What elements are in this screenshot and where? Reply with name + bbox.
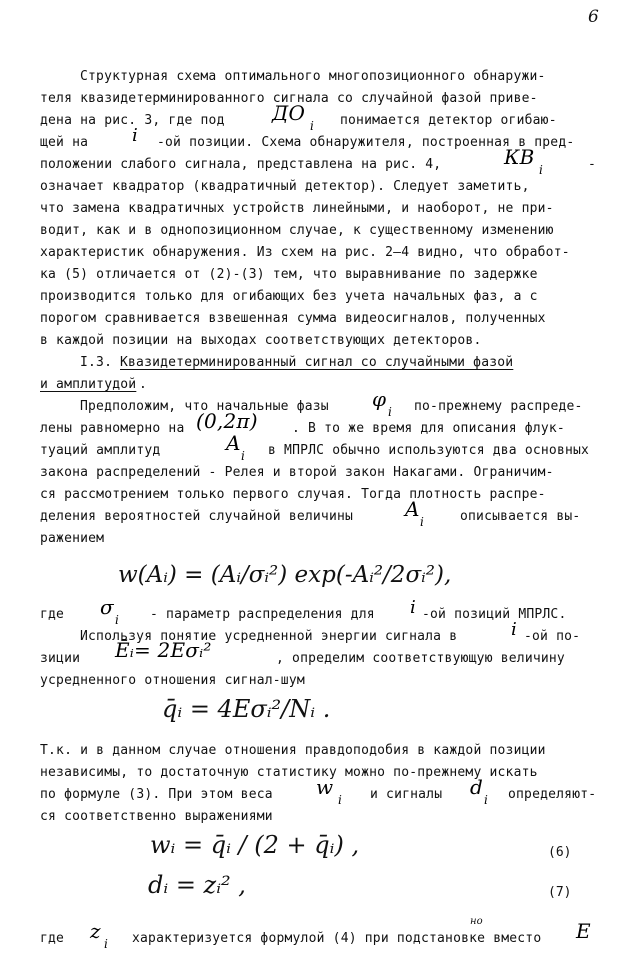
text-line: Структурная схема оптимального многопозиционного обнаружи- — [80, 69, 546, 84]
handwritten-symbol: φ — [372, 387, 387, 411]
handwritten-symbol: A — [226, 431, 241, 455]
text-line: по-прежнему распреде- — [414, 399, 583, 414]
text-line: в каждой позиции на выходах соответствующих детекторов. — [40, 333, 482, 348]
handwritten-symbol: z — [90, 919, 101, 943]
page-number: 6 — [588, 7, 599, 27]
handwritten-subscript: i — [115, 613, 120, 627]
text-line: зиции — [40, 651, 81, 666]
text-line: Предположим, что начальные фазы — [80, 399, 329, 414]
text-line: определяют- — [508, 787, 597, 802]
text-line: туаций амплитуд — [40, 443, 161, 458]
equation-rayleigh: w(Aᵢ) = (Aᵢ/σᵢ²) exp(-Aᵢ²/2σᵢ²), — [118, 562, 452, 588]
text-line: и сигналы — [370, 787, 443, 802]
text-line: . В то же время для описания флук- — [292, 421, 565, 436]
text-line: Используя понятие усредненной энергии сигнала в — [80, 629, 458, 644]
text-line: в МПРЛС обычно используются два основных — [268, 443, 590, 458]
handwritten-symbol: КВ — [504, 145, 535, 169]
text-line: усредненного отношения сигнал-шум — [40, 673, 305, 688]
handwritten-subscript: i — [310, 119, 315, 133]
handwritten-symbol: ДО — [272, 101, 306, 125]
text-line: понимается детектор огибаю- — [340, 113, 557, 128]
text-line: характеристик обнаружения. Из схем на рис. 2–4 видно, что обработ- — [40, 245, 570, 260]
section-title-cont: и амплитудой — [40, 377, 137, 392]
text-line: -ой по- — [524, 629, 581, 644]
text-line: дена на рис. 3, где под — [40, 113, 225, 128]
text-line: порогом сравнивается взвешенная сумма видеосигналов, полученных — [40, 311, 546, 326]
text-line: ка (5) отличается от (2)-(3) тем, что выравнивание по задержке — [40, 267, 538, 282]
text-line: лены равномерно на — [40, 421, 185, 436]
handwritten-symbol: i — [511, 619, 517, 640]
handwritten-formula: (0,2π) — [196, 409, 258, 433]
text-line: ся рассмотрением только первого случая. Тогда плотность распре- — [40, 487, 546, 502]
equation-snr: q̄ᵢ = 4Eσᵢ²/Nᵢ . — [162, 695, 331, 723]
handwritten-symbol: i — [410, 597, 416, 618]
text-line: означает квадратор (квадратичный детектор). Следует заметить, — [40, 179, 530, 194]
handwritten-subscript: i — [388, 405, 393, 419]
equation-number: (6) — [548, 845, 572, 860]
handwritten-subscript: i — [338, 793, 343, 807]
text-line: щей на — [40, 135, 89, 150]
text-line: . — [139, 377, 148, 392]
text-line: деления вероятностей случайной величины — [40, 509, 354, 524]
text-line: - параметр распределения для — [150, 607, 375, 622]
handwritten-insertion: но — [470, 916, 483, 927]
text-line: -ой позиций МПРЛС. — [422, 607, 567, 622]
handwritten-subscript: i — [104, 937, 109, 951]
text-line: где — [40, 607, 65, 622]
text-line: , определим соответствующую величину — [276, 651, 565, 666]
handwritten-symbol: E — [576, 919, 591, 943]
text-line: производится только для огибающих без учета начальных фаз, а с — [40, 289, 538, 304]
handwritten-symbol: w — [316, 775, 334, 799]
equation-signals: dᵢ = zᵢ² , — [148, 871, 246, 899]
text-line: - — [588, 157, 597, 172]
text-line: водит, как и в однопозиционном случае, к существенному изменению — [40, 223, 554, 238]
section-title: Квазидетерминированный сигнал со случайными фазой — [120, 355, 514, 370]
text-line: закона распределений - Релея и второй закон Накагами. Ограничим- — [40, 465, 554, 480]
text-line: положении слабого сигнала, представлена на рис. 4, — [40, 157, 442, 172]
text-line: независимы, то достаточную статистику можно по-прежнему искать — [40, 765, 538, 780]
handwritten-subscript: i — [539, 163, 544, 177]
equation-number: (7) — [548, 885, 572, 900]
handwritten-symbol: A — [405, 497, 420, 521]
text-line: по формуле (3). При этом веса — [40, 787, 273, 802]
handwritten-symbol: i — [132, 125, 138, 146]
handwritten-symbol: d — [470, 775, 484, 799]
handwritten-subscript: i — [241, 449, 246, 463]
text-line: характеризуется формулой (4) при подстановке вместо — [132, 931, 542, 946]
equation-weights: wᵢ = q̄ᵢ / (2 + q̄ᵢ) , — [150, 831, 360, 859]
handwritten-formula: Ēᵢ= 2Eσᵢ² — [115, 638, 212, 662]
text-line: -ой позиции. Схема обнаружителя, построенная в пред- — [157, 135, 575, 150]
text-line: ражением — [40, 531, 105, 546]
text-line: что замена квадратичных устройств линейными, и наоборот, не при- — [40, 201, 554, 216]
text-line: Т.к. и в данном случае отношения правдоподобия в каждой позиции — [40, 743, 546, 758]
handwritten-subscript: i — [420, 515, 425, 529]
text-line: теля квазидетерминированного сигнала со случайной фазой приве- — [40, 91, 538, 106]
text-line: описывается вы- — [460, 509, 581, 524]
section-number: I.3. — [80, 355, 113, 370]
text-line: где — [40, 931, 65, 946]
handwritten-symbol: σ — [100, 595, 114, 619]
text-line: ся соответственно выражениями — [40, 809, 273, 824]
handwritten-subscript: i — [484, 793, 489, 807]
